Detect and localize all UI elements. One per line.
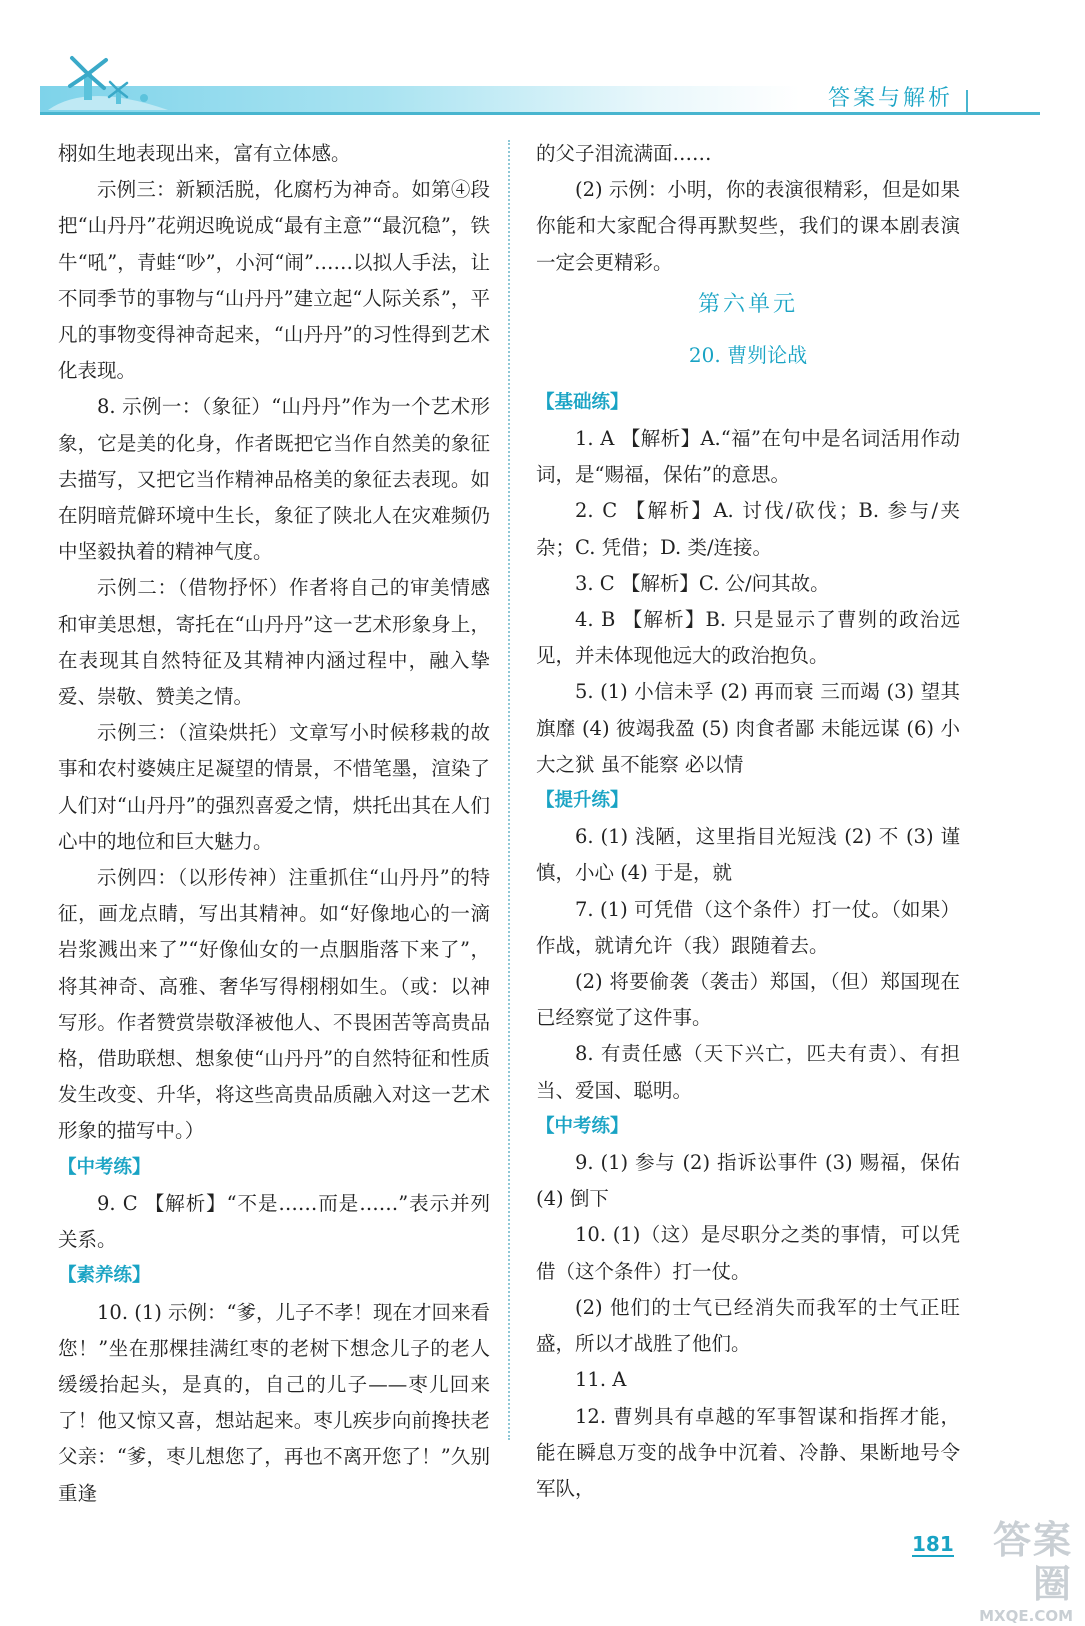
paragraph: 1. A 【解析】A.“福”在句中是名词活用作动词，是“赐福，保佑”的意思。: [536, 427, 960, 487]
paragraph: (2) 将要偷袭（袭击）郑国，（但）郑国现在已经察觉了这件事。: [536, 970, 960, 1030]
paragraph: 示例四：（以形传神）注重抓住“山丹丹”的特征，画龙点睛，写出其精神。如“好像地心的一滴岩浆溅出来了”“好像仙女的一点胭脂落下来了”，将其神奇、高雅、奢华写得栩栩如生。（或：以神写形。作者赞赏崇敬泽被他人、不畏困苦等高贵品格，借助联想、想象使“山丹丹”的自然特征和性质发生改变、升华，将这些高贵品质融入对这一艺术形象的描写中。）: [58, 866, 490, 1143]
section-heading: 【基础练】: [536, 391, 629, 413]
watermark-logo: 答案圈: [992, 1518, 1073, 1606]
paragraph: 6. (1) 浅陋，这里指目光短浅 (2) 不 (3) 谨慎，小心 (4) 于是，就: [536, 825, 960, 885]
header-tick: [966, 90, 968, 114]
paragraph: 11. A: [575, 1368, 627, 1392]
paragraph: (2) 他们的士气已经消失而我军的士气正旺盛，所以才战胜了他们。: [536, 1295, 960, 1356]
paragraph: 3. C 【解析】C. 公/问其故。: [575, 571, 830, 595]
lesson-title: 20. 曹刿论战: [688, 342, 808, 367]
watermark: [968, 1518, 1073, 1625]
windmill-icon: [48, 52, 168, 118]
paragraph: 示例二：（借物抒怀）作者将自己的审美情感和审美思想，寄托在“山丹丹”这一艺术形象身上，在表现其自然特征及其精神内涵过程中，融入挚爱、崇敬、赞美之情。: [58, 576, 490, 709]
paragraph: 7. (1) 可凭借（这个条件）打一仗。（如果）作战，就请允许（我）跟随着去。: [536, 897, 960, 957]
paragraph: 9. (1) 参与 (2) 指诉讼事件 (3) 赐福，保佑 (4) 倒下: [536, 1151, 960, 1211]
paragraph: 示例三：新颖活脱，化腐朽为神奇。如第④段把“山丹丹”花朔迟晚说成“最有主意”“最沉稳”，铁牛“吼”，青蛙“吵”，小河“闹”……以拟人手法，让不同季节的事物与“山丹丹”建立起“人际关系”，平凡的事物变得神奇起来，“山丹丹”的习性得到艺术化表现。: [58, 178, 490, 383]
page-number: 181: [912, 1532, 954, 1556]
paragraph: (2) 示例：小明，你的表演很精彩，但是如果你能和大家配合得再默契些，我们的课本剧表演一定会更精彩。: [536, 178, 960, 274]
header-title: 答案与解析: [828, 86, 954, 111]
unit-title: 第六单元: [697, 291, 798, 317]
section-heading: 【中考练】: [58, 1156, 151, 1178]
paragraph: 8. 示例一：（象征）“山丹丹”作为一个艺术形象，它是美的化身，作者既把它当作自然美的象征去描写，又把它当作精神品格美的象征去表现。如在阴暗荒僻环境中生长，象征了陕北人在灾难频仍中坚毅执着的精神气度。: [58, 395, 490, 564]
right-column: [536, 136, 960, 1507]
section-heading: 【中考练】: [536, 1115, 629, 1137]
paragraph: 9. C 【解析】“不是……而是……”表示并列关系。: [58, 1191, 490, 1252]
paragraph: 10. (1)（这）是尽职分之类的事情，可以凭借（这个条件）打一仗。: [536, 1223, 960, 1283]
section-heading: 【提升练】: [536, 790, 629, 812]
left-column: [58, 136, 490, 1512]
header-rule: [40, 112, 1040, 115]
watermark-site: MXQE.COM: [979, 1607, 1073, 1625]
paragraph: 5. (1) 小信未孚 (2) 再而衰 三而竭 (3) 望其旗靡 (4) 彼竭我盈 (5) 肉食者鄙 未能远谋 (6) 小大之狱 虽不能察 必以情: [536, 680, 960, 776]
paragraph: 12. 曹刿具有卓越的军事智谋和指挥才能，能在瞬息万变的战争中沉着、冷静、果断地号令军队，: [536, 1404, 960, 1500]
paragraph: 栩如生地表现出来，富有立体感。: [58, 142, 351, 165]
paragraph: 示例三：（渲染烘托）文章写小时候移栽的故事和农村婆姨庄足凝望的情景，不惜笔墨，渲染了人们对“山丹丹”的强烈喜爱之情，烘托出其在人们心中的地位和巨大魅力。: [58, 721, 490, 853]
paragraph: 10. (1) 示例：“爹，儿子不孝！现在才回来看您！”坐在那棵挂满红枣的老树下想念儿子的老人缓缓抬起头，是真的，自己的儿子——枣儿回来了！他又惊又喜，想站起来。枣儿疾步向前搀扶老父亲：“爹，枣儿想您了，再也不离开您了！”久别重逢: [58, 1300, 490, 1505]
paragraph: 8. 有责任感（天下兴亡，匹夫有责）、有担当、爱国、聪明。: [536, 1042, 960, 1102]
paragraph: 4. B 【解析】B. 只是显示了曹刿的政治远见，并未体现他远大的政治抱负。: [536, 608, 960, 668]
page-header: [0, 0, 1085, 125]
paragraph: 的父子泪流满面……: [536, 142, 712, 165]
section-heading: 【素养练】: [58, 1265, 151, 1287]
paragraph: 2. C 【解析】A. 讨伐/砍伐；B. 参与/夹杂；C. 凭借；D. 类/连接。: [536, 499, 960, 559]
column-divider: [508, 140, 510, 1440]
